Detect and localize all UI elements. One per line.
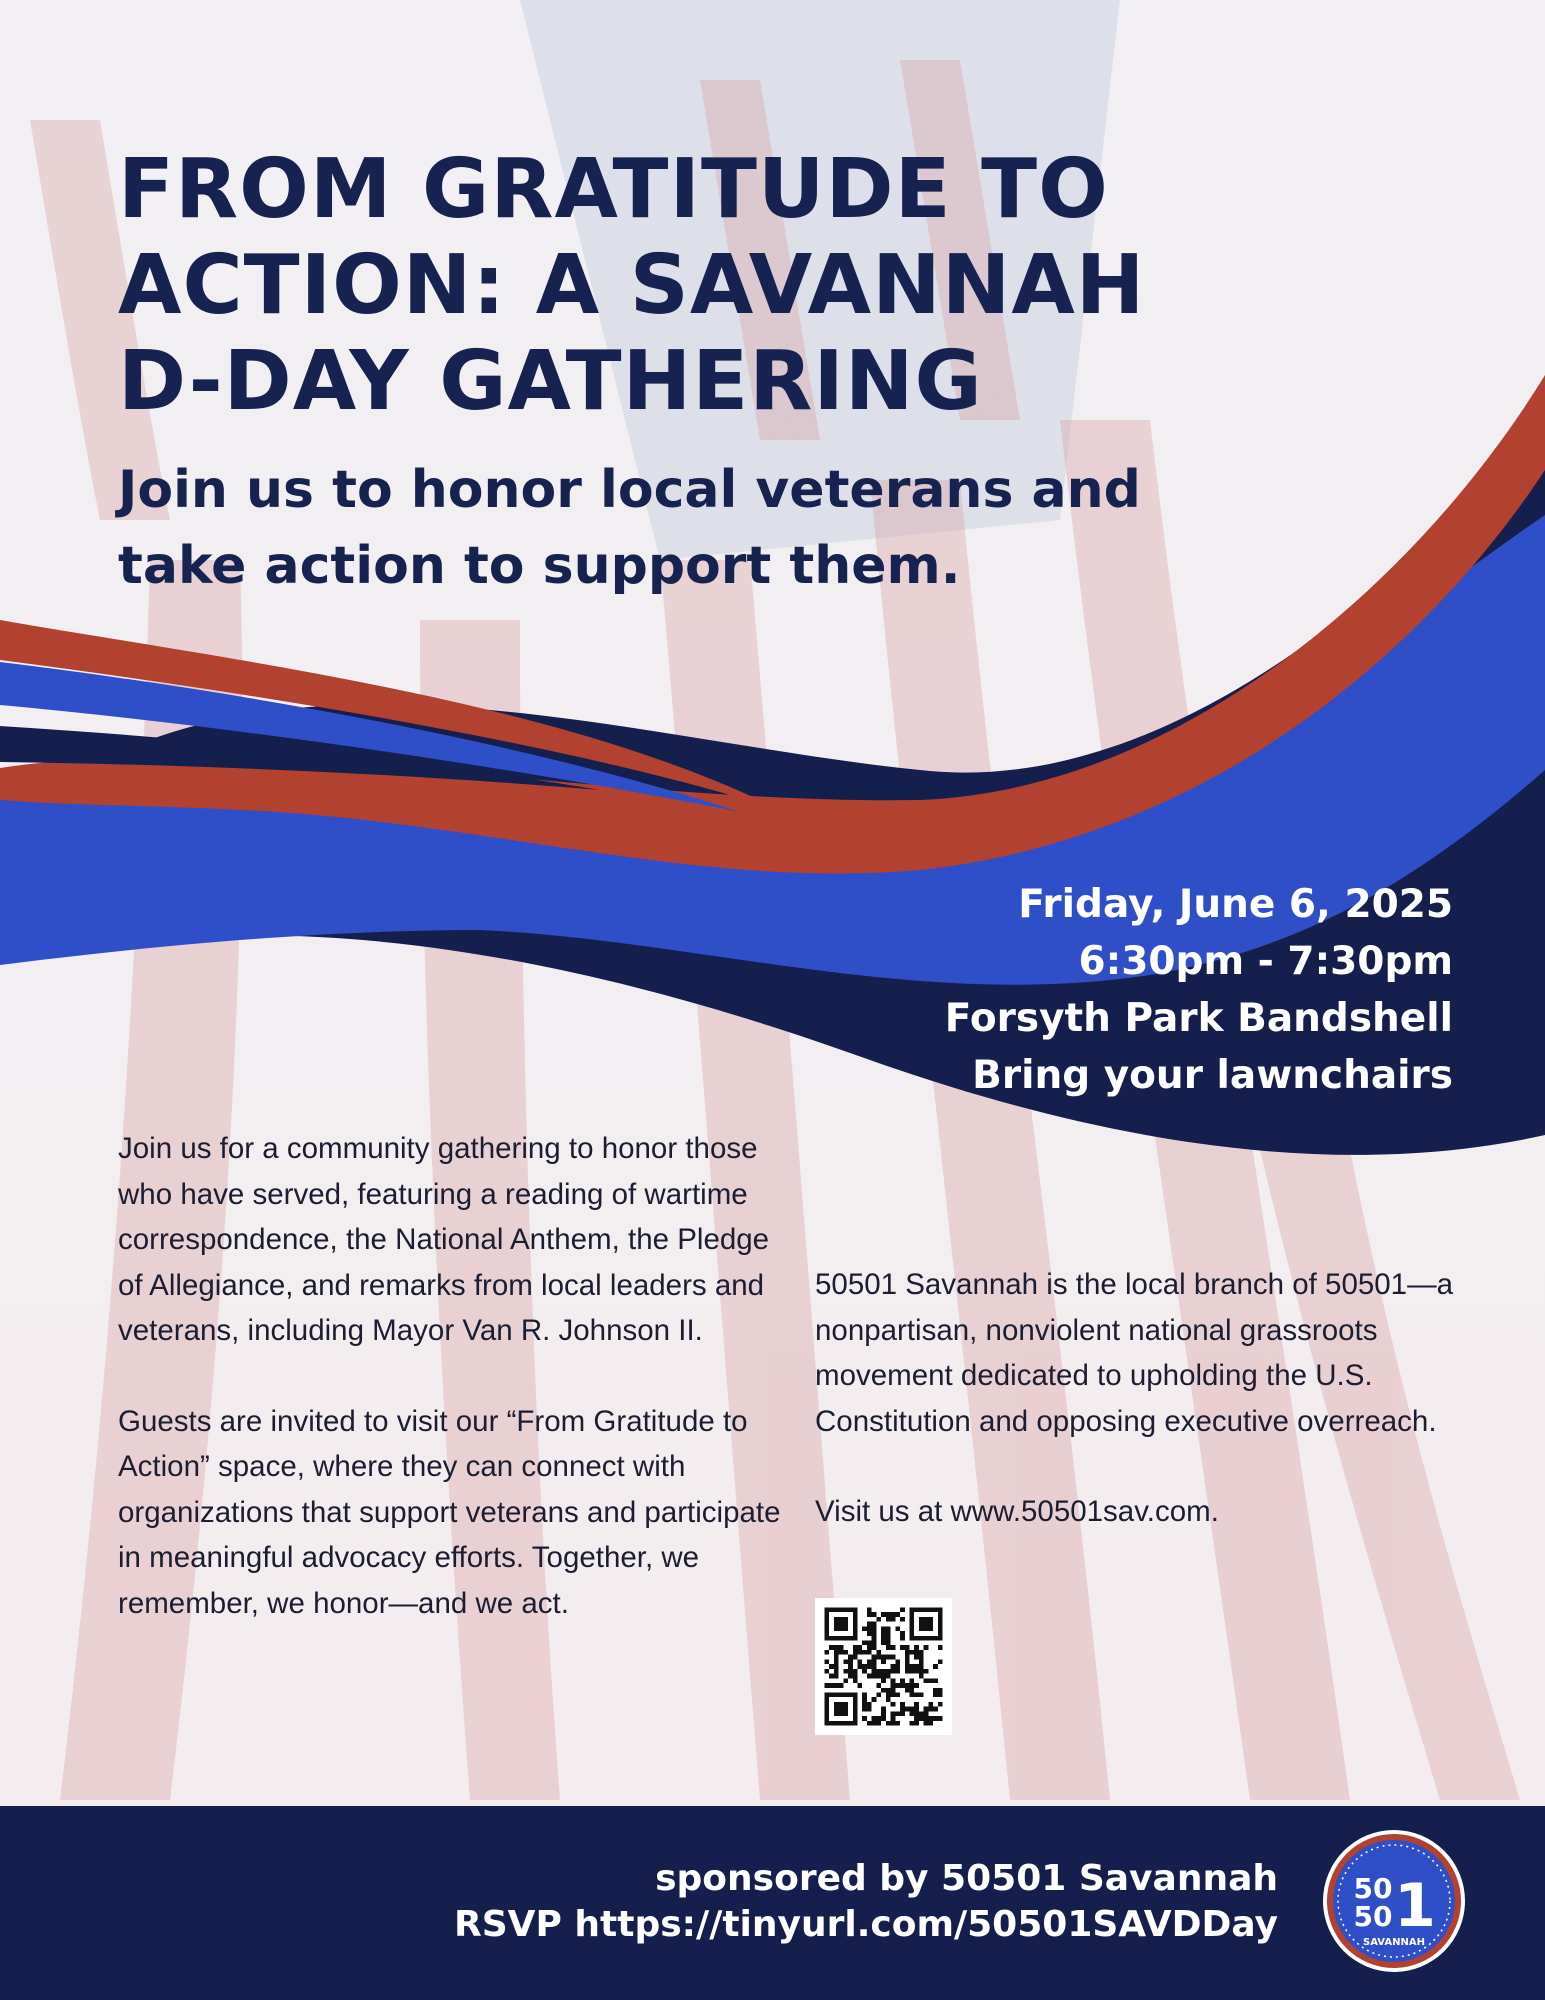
event-location: Forsyth Park Bandshell bbox=[944, 996, 1453, 1041]
description-paragraph: Join us for a community gathering to honor those who have served, featuring a reading of wartime correspondence, the National Anthem, the Pledge of Allegiance, and remarks from local leaders and veterans, including Mayor Van R. Johnson II. bbox=[118, 1132, 770, 1347]
logo-city-text: SAVANNAH bbox=[1363, 1937, 1425, 1948]
event-details bbox=[945, 876, 1453, 1104]
qr-code-icon[interactable] bbox=[815, 1598, 952, 1735]
event-note: Bring your lawnchairs bbox=[972, 1053, 1453, 1098]
event-date: Friday, June 6, 2025 bbox=[1018, 882, 1453, 927]
event-title bbox=[118, 142, 1378, 430]
event-time: 6:30pm - 7:30pm bbox=[1078, 939, 1453, 984]
footer-bar bbox=[0, 1806, 1545, 2000]
event-subtitle bbox=[118, 452, 1418, 604]
organization-info bbox=[815, 1262, 1495, 1580]
website-text: Visit us at www.50501sav.com. bbox=[815, 1495, 1219, 1528]
logo-bottom-text: 50 bbox=[1353, 1900, 1393, 1933]
title-line: D-DAY GATHERING bbox=[118, 334, 983, 429]
title-line: FROM GRATITUDE TO bbox=[118, 142, 1109, 237]
rsvp-link[interactable]: RSVP https://tinyurl.com/50501SAVDDay bbox=[453, 1904, 1278, 1945]
footer-text bbox=[454, 1856, 1278, 1948]
title-line: ACTION: A SAVANNAH bbox=[118, 238, 1146, 333]
logo-one-text: 1 bbox=[1394, 1871, 1436, 1941]
sponsor-text: sponsored by 50501 Savannah bbox=[655, 1858, 1278, 1899]
subtitle-line: take action to support them. bbox=[118, 536, 961, 596]
description-paragraph: Guests are invited to visit our “From Gratitude to Action” space, where they can connect with organizations that support veterans and participate in meaningful advocacy efforts. Together, we remember, we honor—and we act. bbox=[118, 1404, 781, 1620]
organization-paragraph: 50501 Savannah is the local branch of 50501—a nonpartisan, nonviolent national grassroots movement dedicated to upholding the U.S. Constitution and opposing executive overreach. bbox=[815, 1268, 1453, 1438]
subtitle-line: Join us to honor local veterans and bbox=[118, 460, 1141, 520]
50501-logo bbox=[1321, 1828, 1467, 1974]
event-description bbox=[118, 1126, 798, 1671]
logo-top-text: 50 bbox=[1353, 1872, 1393, 1905]
